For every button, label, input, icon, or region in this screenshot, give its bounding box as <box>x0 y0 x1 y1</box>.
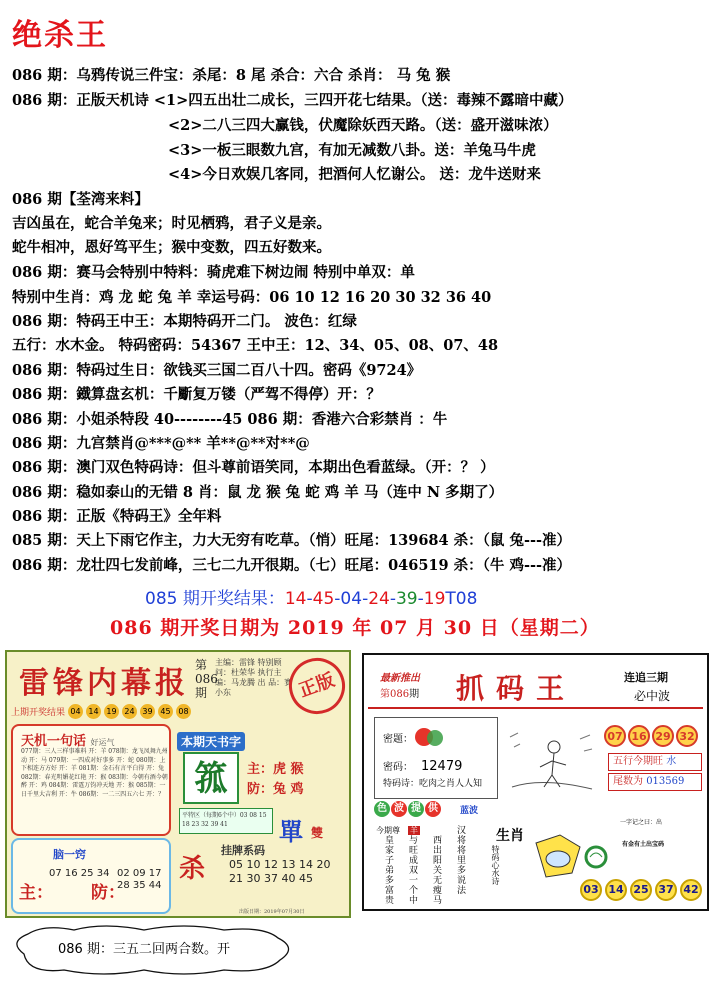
pick-ball: 42 <box>680 879 702 901</box>
last-draw-result <box>145 584 477 609</box>
result-ball: 04 <box>68 704 83 719</box>
one-word-poem: 有金有土出宝码 <box>622 841 665 848</box>
must-hit-label: 必中波 <box>634 689 671 703</box>
text-line: <2>二八三四大赢钱，伏魔除妖西天路。（送：盛开滋味浓） <box>168 117 558 134</box>
streak-label: 连追三期 <box>624 671 668 684</box>
bottom-balls-row <box>580 879 702 901</box>
text-line: 086 期：乌鸦传说三件宝：杀尾：8 尾 杀合：六合 杀肖： 马 兔 猴 <box>12 67 451 84</box>
result-ball: 08 <box>176 704 191 719</box>
text-line: <4>今日欢娱几客同，把酒何人忆谢公。 送：龙牛送财来 <box>168 166 541 183</box>
wave-value: 蓝波 <box>460 806 479 816</box>
guapai-numbers: 05 10 12 13 14 20 21 30 37 40 45 <box>229 858 331 885</box>
main-numbers: 07 16 25 34 <box>49 868 110 879</box>
text-line: 086 期：鐡算盘玄机：千斸复万镂（严驾不得停）开：？ <box>12 386 381 403</box>
text-line: 085 期：天上下雨它作主，力大无穷有吃草。（悄）旺尾：139684 杀：（鼠 兔---准） <box>12 532 571 549</box>
prev-result-row <box>11 704 191 719</box>
print-date: 出版日期：2019年07月30日 <box>239 909 305 915</box>
result-separator: - <box>362 589 369 609</box>
result-number: 39 <box>395 589 418 609</box>
text-line: 086 期【荃湾来料】 <box>12 191 149 208</box>
result-label: 085 期开奖结果： <box>145 589 285 609</box>
result-number: 04 <box>340 589 363 609</box>
hot-ball: 16 <box>628 725 650 747</box>
text-line: <3>一板三眼数九宫，有加无减数八卦。送：羊兔马牛虎 <box>168 142 536 159</box>
text-line: 蛇牛相冲，恩好笃平生；猴中变数，四五好数来。 <box>12 239 331 256</box>
text-line: 特别中生肖：鸡 龙 蛇 兔 羊 幸运号码：06 10 12 16 20 30 32 36 40 <box>12 289 492 306</box>
poem-column: 皇家子弟多富贵 <box>383 835 393 905</box>
result-ball: 14 <box>86 704 101 719</box>
tianji-heading: 天机一句话 好运气 <box>21 734 115 749</box>
pick-ball: 14 <box>605 879 627 901</box>
text-line: 086 期：正版天机诗 <1>四五出壮二成长，三四开花七结果。（送：毒辣不露暗中藏） <box>12 92 573 109</box>
newspaper-title: 雷锋内幕报 <box>19 666 189 701</box>
text-line: 086 期：澳门双色特码诗：但斗尊前语笑同，本期出色看蓝绿。（开：？ ） <box>12 459 495 476</box>
hot-balls-row <box>604 725 698 747</box>
result-ball: 19 <box>104 704 119 719</box>
result-ball: 24 <box>122 704 137 719</box>
wuxing-box: 五行今期旺 水 <box>608 753 702 771</box>
riddle-label: 密题： <box>383 734 413 745</box>
result-separator: - <box>306 589 313 609</box>
text-line: 086 期：小姐杀特段 40--------45 086 期：香港六合彩禁肖 ：牛 <box>12 411 448 428</box>
wave-char: 色 <box>374 801 390 817</box>
result-ball: 39 <box>140 704 155 719</box>
editors-list: 主编：雷锋 特别顾问：杜荣华 执行主编：马龙腾 出 品：赛小东 <box>215 658 293 697</box>
poem-column: 汉将将里多说法 <box>455 825 465 895</box>
guapai-label: 挂牌系码 <box>221 844 265 857</box>
text-line: 五行：水木金。 特码密码：54367 王中王：12、34、05、08、07、48 <box>12 337 499 354</box>
brain-box <box>11 838 171 914</box>
result-number: 24 <box>368 589 390 609</box>
result-tail: T08 <box>445 589 478 609</box>
guard-numbers: 02 09 17 28 35 44 <box>117 868 162 891</box>
issue-number: 第086期 <box>380 689 420 700</box>
cloud-text: 086 期：三五二回两合数。开 <box>58 942 230 957</box>
wave-char: 提 <box>408 801 424 817</box>
issue-number: 第086期 <box>195 658 218 700</box>
newspaper-title: 抓码王 <box>456 672 577 705</box>
text-line: 086 期：稳如泰山的无错 8 肖：鼠 龙 猴 兔 蛇 鸡 羊 马（连中 N 多期了） <box>12 484 504 501</box>
today-zodiac: 今期尊 羊 <box>376 826 418 835</box>
even-label: 雙 <box>311 826 324 840</box>
hot-ball: 29 <box>652 725 674 747</box>
zodiac-label: 生肖 <box>496 828 524 844</box>
tianji-box <box>11 724 171 836</box>
pick-ball: 03 <box>580 879 602 901</box>
text-line: 086 期：九宫禁肖@***@** 羊**@**对**@ <box>12 435 310 452</box>
zhuamawang-newspaper <box>362 653 709 911</box>
divider <box>368 707 703 709</box>
password-line: 密码： 12479 <box>383 759 463 774</box>
tianji-rows: 077期：三人三样事难料 开：羊 078期：龙飞凤舞九州动 开：马 079期：一四成对好事多 开：蛇 080期：上下相连方方好 开：羊 081期：金石有言平白得 开：兔 082期：春光明媚花红艳 开：猴 083期：今朝有酒今朝醉 开：鸡 084期：雷霆万钧冲天地 开：猴 085期：一日千里大吉利 开：牛 086期：一二三四五六七 开：？ <box>21 748 168 798</box>
pick-ball: 37 <box>655 879 677 901</box>
text-line: 086 期：龙壮四七发前峰，三七二九开很期。（七）旺尾：046519 杀：（牛 鸡---准） <box>12 557 571 574</box>
guard-zodiac: 防：兔 鸡 <box>247 782 304 797</box>
hot-ball: 07 <box>604 725 626 747</box>
kill-char: 杀 <box>179 854 206 884</box>
main-label: 主： <box>19 883 53 903</box>
riddle-image <box>415 726 447 748</box>
pick-ball: 25 <box>630 879 652 901</box>
zodiac-animals-illustration <box>534 833 614 883</box>
pingte-box: 平特区（每期6个中）03 08 15 18 23 32 39 41 <box>179 808 273 834</box>
tianshu-label: 本期天书字 <box>177 732 245 751</box>
brain-box-title: 脑一窍 <box>53 848 86 861</box>
odd-label: 單 <box>279 817 303 846</box>
result-number: 19 <box>423 589 446 609</box>
result-separator: - <box>389 589 396 609</box>
text-line: 吉凶虽在，蛇合羊兔来；时见栖鸦，君子义是亲。 <box>12 215 331 232</box>
wave-char: 供 <box>425 801 441 817</box>
result-ball: 45 <box>158 704 173 719</box>
result-separator: - <box>417 589 424 609</box>
text-line: 086 期：特码过生日：欲钱买三国二百八十四。密码《9724》 <box>12 362 422 379</box>
prev-result-label: 上期开奖结果 <box>11 708 66 718</box>
text-line: 086 期：赛马会特别中特料：骑虎难下树边闹 特别中单双：单 <box>12 264 415 281</box>
result-numbers <box>285 589 446 609</box>
tail-number-box: 尾数为 013569 <box>608 773 702 791</box>
genuine-stamp: 正版 <box>281 650 351 722</box>
one-word-riddle: 一字记之曰：出 <box>620 819 663 826</box>
poem-column: 与旺成双一个中 <box>407 835 417 905</box>
tema-heart-poem: 特码心水诗 <box>491 845 500 885</box>
result-separator: - <box>334 589 341 609</box>
hot-ball: 32 <box>676 725 698 747</box>
tianshu-char: 箛 <box>183 752 239 804</box>
ink-sketch-illustration <box>502 717 602 797</box>
result-number: 45 <box>312 589 335 609</box>
text-line: 086 期：特码王中王：本期特码开二门。 波色：红绿 <box>12 313 357 330</box>
poem-column: 西出阳关无瘦马 <box>431 835 441 905</box>
password-box <box>374 717 498 799</box>
text-line: 086 期：正版《特码王》全年料 <box>12 508 222 525</box>
main-zodiac: 主：虎 猴 <box>247 762 304 777</box>
result-number: 14 <box>284 589 307 609</box>
tema-poem: 特码诗：吃肉之肖人人知 <box>383 779 483 789</box>
guard-label: 防： <box>91 883 125 903</box>
draw-date: 086 期开奖日期为 2019 年 07 月 30 日（星期二） <box>110 617 600 639</box>
color-wave-row <box>374 801 441 817</box>
page-title: 绝杀王 <box>12 18 108 53</box>
wave-char: 波 <box>391 801 407 817</box>
new-tag: 最新推出 <box>380 673 420 684</box>
leifeng-newspaper <box>5 650 351 918</box>
